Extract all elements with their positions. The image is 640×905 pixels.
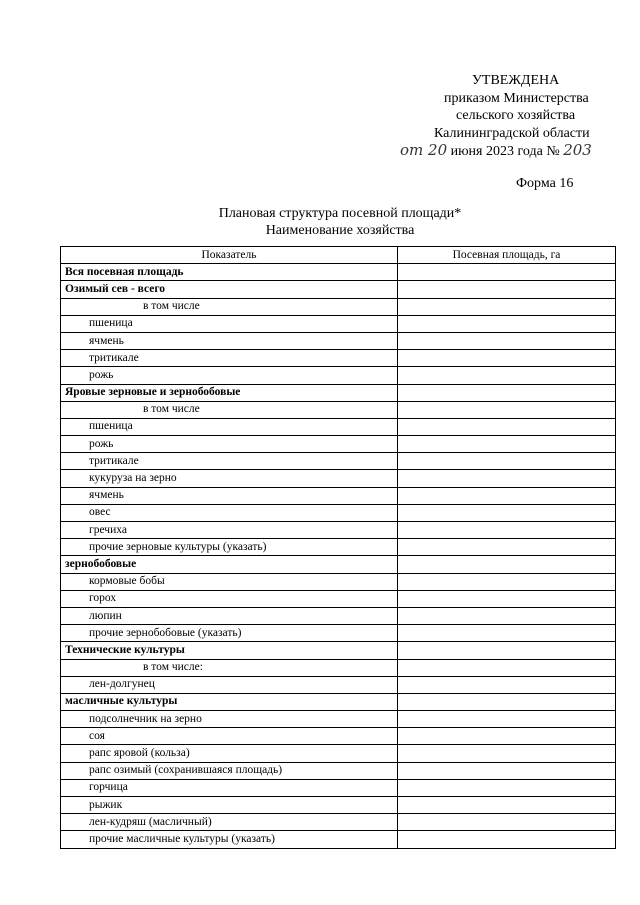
row-label: в том числе (61, 298, 398, 315)
table-row (61, 831, 616, 848)
table-row (61, 693, 616, 710)
sown-area-table (60, 246, 616, 849)
row-area-cell[interactable] (398, 831, 616, 848)
row-label: горох (61, 590, 398, 607)
row-area-cell[interactable] (398, 556, 616, 573)
row-area-cell[interactable] (398, 573, 616, 590)
row-area-cell[interactable] (398, 539, 616, 556)
row-label: лен-кудряш (масличный) (61, 814, 398, 831)
approval-date-line (400, 142, 592, 161)
row-label: Технические культуры (61, 642, 398, 659)
table-row (61, 607, 616, 624)
row-label: рапс яровой (кольза) (61, 745, 398, 762)
table-row (61, 728, 616, 745)
table-row (61, 350, 616, 367)
row-label: лен-долгунец (61, 676, 398, 693)
table-row (61, 367, 616, 384)
row-label: прочие зернобобовые (указать) (61, 625, 398, 642)
table-row (61, 436, 616, 453)
row-label: пшеница (61, 418, 398, 435)
row-area-cell[interactable] (398, 487, 616, 504)
table-row (61, 676, 616, 693)
row-area-cell[interactable] (398, 590, 616, 607)
row-area-cell[interactable] (398, 436, 616, 453)
row-area-cell[interactable] (398, 350, 616, 367)
row-label: тритикале (61, 350, 398, 367)
document-subtitle: Наименование хозяйства (265, 223, 415, 238)
row-label: кукуруза на зерно (61, 470, 398, 487)
row-label: тритикале (61, 453, 398, 470)
row-area-cell[interactable] (398, 522, 616, 539)
approval-date-text: июня 2023 года № (450, 144, 560, 159)
table-row (61, 487, 616, 504)
table-row (61, 659, 616, 676)
table-row (61, 522, 616, 539)
row-label: прочие масличные культуры (указать) (61, 831, 398, 848)
row-label: люпин (61, 607, 398, 624)
row-area-cell[interactable] (398, 693, 616, 710)
table-row (61, 745, 616, 762)
table-row (61, 625, 616, 642)
handwritten-date: от 20 (400, 141, 448, 159)
row-area-cell[interactable] (398, 762, 616, 779)
row-label: в том числе (61, 401, 398, 418)
row-label: кормовые бобы (61, 573, 398, 590)
row-area-cell[interactable] (398, 659, 616, 676)
row-area-cell[interactable] (398, 298, 616, 315)
row-label: соя (61, 728, 398, 745)
document-title: Плановая структура посевной площади* (218, 206, 462, 221)
row-label: пшеница (61, 315, 398, 332)
row-area-cell[interactable] (398, 728, 616, 745)
document-title-block (0, 205, 640, 239)
row-label: рапс озимый (сохранившаяся площадь) (61, 762, 398, 779)
row-area-cell[interactable] (398, 332, 616, 349)
row-area-cell[interactable] (398, 367, 616, 384)
form-number: Форма 16 (516, 176, 574, 191)
row-area-cell[interactable] (398, 315, 616, 332)
row-area-cell[interactable] (398, 384, 616, 401)
row-area-cell[interactable] (398, 745, 616, 762)
row-label: гречиха (61, 522, 398, 539)
approval-title: УТВЕЖДЕНА (472, 73, 560, 88)
row-label: ячмень (61, 332, 398, 349)
row-area-cell[interactable] (398, 642, 616, 659)
row-label: ячмень (61, 487, 398, 504)
approval-line-agriculture: сельского хозяйства (456, 108, 576, 123)
table-row (61, 573, 616, 590)
row-area-cell[interactable] (398, 281, 616, 298)
table-row (61, 779, 616, 796)
row-area-cell[interactable] (398, 607, 616, 624)
table-row (61, 470, 616, 487)
table-row (61, 797, 616, 814)
row-area-cell[interactable] (398, 625, 616, 642)
row-label: горчица (61, 779, 398, 796)
handwritten-number: 203 (563, 141, 592, 159)
table-row (61, 453, 616, 470)
table-row (61, 814, 616, 831)
row-label: Вся посевная площадь (61, 264, 398, 281)
table-row (61, 539, 616, 556)
row-area-cell[interactable] (398, 814, 616, 831)
row-area-cell[interactable] (398, 470, 616, 487)
row-label: зернобобовые (61, 556, 398, 573)
row-area-cell[interactable] (398, 504, 616, 521)
row-area-cell[interactable] (398, 264, 616, 281)
table-row (61, 315, 616, 332)
row-label: рожь (61, 436, 398, 453)
table-row (61, 418, 616, 435)
table-row (61, 762, 616, 779)
table-row (61, 556, 616, 573)
table-row (61, 504, 616, 521)
table-row (61, 590, 616, 607)
table-row (61, 264, 616, 281)
row-label: Озимый сев - всего (61, 281, 398, 298)
table-header-row (61, 247, 616, 264)
row-label: рожь (61, 367, 398, 384)
table-row (61, 642, 616, 659)
row-area-cell[interactable] (398, 797, 616, 814)
row-label: в том числе: (61, 659, 398, 676)
header-indicator: Показатель (61, 247, 398, 264)
row-label: масличные культуры (61, 693, 398, 710)
row-area-cell[interactable] (398, 779, 616, 796)
table-row (61, 401, 616, 418)
row-area-cell[interactable] (398, 453, 616, 470)
table-row (61, 298, 616, 315)
table-row (61, 281, 616, 298)
row-label: прочие зерновые культуры (указать) (61, 539, 398, 556)
row-area-cell[interactable] (398, 418, 616, 435)
row-area-cell[interactable] (398, 711, 616, 728)
row-label: подсолнечник на зерно (61, 711, 398, 728)
header-area: Посевная площадь, га (398, 247, 616, 264)
row-label: рыжик (61, 797, 398, 814)
table-row (61, 332, 616, 349)
row-label: Яровые зерновые и зернобобовые (61, 384, 398, 401)
row-area-cell[interactable] (398, 676, 616, 693)
table-row (61, 384, 616, 401)
approval-line-region: Калининградской области (434, 125, 590, 141)
row-label: овес (61, 504, 398, 521)
table-row (61, 711, 616, 728)
row-area-cell[interactable] (398, 401, 616, 418)
approval-line-ministry: приказом Министерства (444, 90, 589, 106)
